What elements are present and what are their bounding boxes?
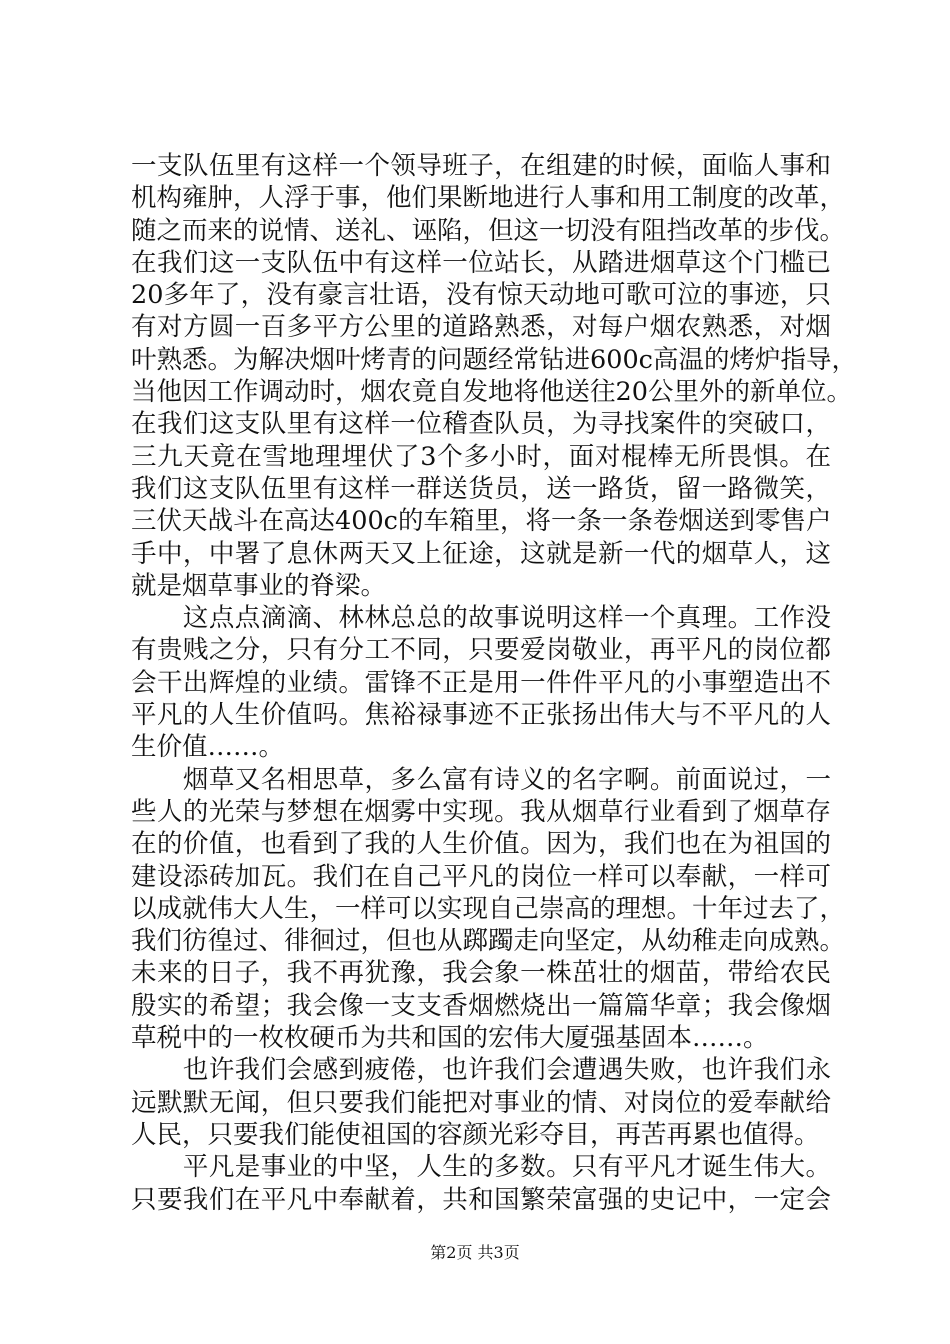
text-line: 生价值……。	[131, 732, 285, 763]
text-line: 我们这支队伍里有这样一群送货员，送一路货，留一路微笑，	[131, 473, 831, 504]
text-line: 平凡是事业的中坚，人生的多数。只有平凡才诞生伟大。	[131, 1152, 831, 1183]
document-body	[131, 150, 857, 1216]
text-line: 以成就伟大人生，一样可以实现自己崇高的理想。十年过去了，	[131, 893, 846, 924]
text-line: 三九天竟在雪地理埋伏了3个多小时，面对棍棒无所畏惧。在	[131, 441, 831, 472]
text-line: 在我们这支队里有这样一位稽查队员，为寻找案件的突破口，	[131, 409, 831, 440]
text-line: 一支队伍里有这样一个领导班子，在组建的时候，面临人事和	[131, 151, 831, 181]
page-number-label: 第2页 共3页	[430, 1243, 520, 1262]
text-line: 在的价值，也看到了我的人生价值。因为，我们也在为祖国的	[131, 829, 831, 860]
text-line: 些人的光荣与梦想在烟雾中实现。我从烟草行业看到了烟草存	[131, 796, 831, 827]
text-line: 有对方圆一百多平方公里的道路熟悉，对每户烟农熟悉，对烟	[131, 312, 831, 343]
text-line: 会干出辉煌的业绩。雷锋不正是用一件件平凡的小事塑造出不	[131, 667, 831, 698]
text-line: 烟草又名相思草，多么富有诗义的名字啊。前面说过，一	[131, 764, 831, 795]
text-line: 人民，只要我们能使祖国的容颜光彩夺目，再苦再累也值得。	[131, 1119, 820, 1150]
text-line: 未来的日子，我不再犹豫，我会象一株茁壮的烟苗，带给农民	[131, 958, 831, 989]
text-line: 三伏天战斗在高达400c的车箱里，将一条一条卷烟送到零售户	[131, 506, 832, 537]
text-line: 机构雍肿，人浮于事，他们果断地进行人事和用工制度的改革，	[131, 183, 846, 214]
text-line: 建设添砖加瓦。我们在自己平凡的岗位一样可以奉献，一样可	[131, 861, 831, 892]
page-footer	[0, 1243, 950, 1263]
text-line: 殷实的希望；我会像一支支香烟燃烧出一篇篇华章；我会像烟	[131, 990, 831, 1021]
text-line: 就是烟草事业的脊梁。	[131, 570, 387, 601]
text-line: 在我们这一支队伍中有这样一位站长，从踏进烟草这个门槛已	[131, 247, 831, 278]
text-line: 草税中的一枚枚硬币为共和国的宏伟大厦强基固本……。	[131, 1023, 769, 1054]
text-line: 叶熟悉。为解决烟叶烤青的问题经常钻进600c高温的烤炉指导，	[131, 344, 857, 375]
text-line: 手中，中署了息休两天又上征途，这就是新一代的烟草人，这	[131, 538, 831, 569]
text-line: 远默默无闻，但只要我们能把对事业的情、对岗位的爱奉献给	[131, 1087, 831, 1118]
text-line: 平凡的人生价值吗。焦裕禄事迹不正张扬出伟大与不平凡的人	[131, 700, 831, 731]
text-line: 有贵贱之分，只有分工不同，只要爱岗敬业，再平凡的岗位都	[131, 635, 831, 666]
text-line: 随之而来的说情、送礼、诬陷，但这一切没有阻挡改革的步伐。	[131, 215, 846, 246]
text-line: 这点点滴滴、林林总总的故事说明这样一个真理。工作没	[131, 603, 831, 634]
text-line: 20多年了，没有豪言壮语，没有惊天动地可歌可泣的事迹，只	[131, 280, 831, 311]
text-line: 也许我们会感到疲倦，也许我们会遭遇失败，也许我们永	[131, 1055, 831, 1086]
text-line: 当他因工作调动时，烟农竟自发地将他送往20公里外的新单位。	[131, 377, 852, 408]
text-line: 只要我们在平凡中奉献着，共和国繁荣富强的史记中，一定会	[131, 1184, 831, 1215]
text-line: 我们彷徨过、徘徊过，但也从踯躅走向坚定，从幼稚走向成熟。	[131, 926, 846, 957]
